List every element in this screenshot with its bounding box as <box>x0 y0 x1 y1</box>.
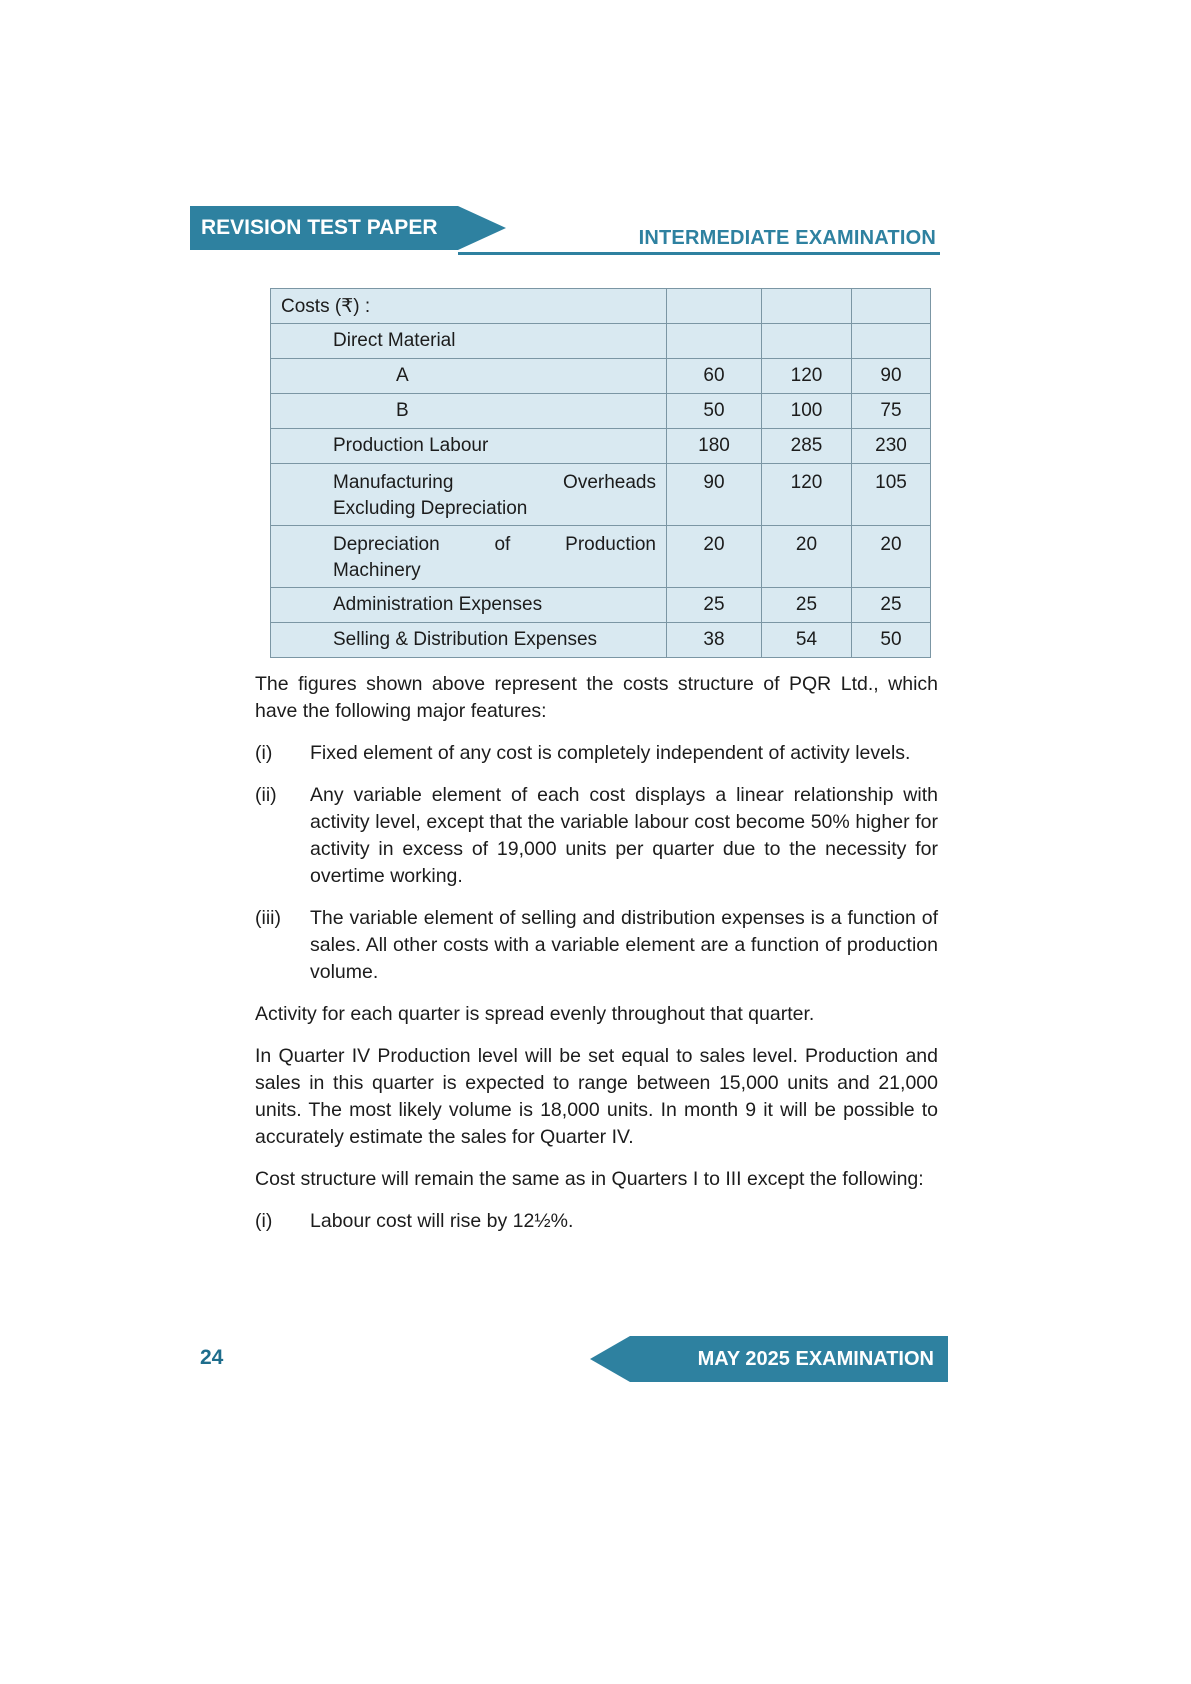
cell-value: 120 <box>762 359 852 394</box>
table-row <box>271 623 931 658</box>
row-label: Costs (₹) : <box>271 289 667 324</box>
quarter-iv-paragraph: In Quarter IV Production level will be set equal to sales level. Production and sales in this quarter is expected to range between 15,000 units and 21,000 units. The most likely volume is 18,000 units. In month 9 it will be possible to accurately estimate the sales for Quarter IV. <box>255 1045 938 1148</box>
item-marker: (ii) <box>255 784 277 806</box>
row-label <box>271 526 667 588</box>
table-row <box>271 429 931 464</box>
arrow-right-icon <box>458 206 506 250</box>
row-label-word: Depreciation <box>333 534 440 555</box>
row-label: Production Labour <box>271 429 667 464</box>
intro-paragraph: The figures shown above represent the costs structure of PQR Ltd., which have the following major features: <box>255 673 938 722</box>
table-row <box>271 289 931 324</box>
cell-value: 20 <box>762 526 852 588</box>
cost-structure-paragraph: Cost structure will remain the same as in Quarters I to III except the following: <box>255 1168 924 1190</box>
header-banner-label: REVISION TEST PAPER <box>201 216 438 239</box>
row-label-word: of <box>494 534 511 555</box>
footer-banner <box>630 1336 948 1382</box>
cell-value: 54 <box>762 623 852 658</box>
item-text: The variable element of selling and distribution expenses is a function of sales. All other costs with a variable element are a function of production volume. <box>310 907 938 983</box>
table-row <box>271 394 931 429</box>
row-label-line2: Machinery <box>333 560 421 581</box>
cell-value <box>762 289 852 324</box>
row-label: Direct Material <box>271 324 667 359</box>
arrow-left-icon <box>590 1336 630 1382</box>
cell-value: 60 <box>667 359 762 394</box>
cell-value: 38 <box>667 623 762 658</box>
cell-value: 50 <box>852 623 931 658</box>
table-row <box>271 359 931 394</box>
content-column <box>255 288 938 1235</box>
cell-value <box>852 289 931 324</box>
costs-table <box>270 288 931 658</box>
item-text: Any variable element of each cost displays a linear relationship with activity level, except that the variable labour cost become 50% higher for activity in excess of 19,000 units per quarter due to the necessity for overtime working. <box>310 784 938 887</box>
feature-item <box>255 740 938 767</box>
header-banner <box>190 206 458 250</box>
cell-value <box>667 289 762 324</box>
table-row <box>271 464 931 526</box>
cell-value: 50 <box>667 394 762 429</box>
header-rule <box>458 252 940 255</box>
cell-value: 230 <box>852 429 931 464</box>
cell-value: 20 <box>667 526 762 588</box>
feature-item <box>255 905 938 986</box>
item-marker: (iii) <box>255 907 281 929</box>
note-item <box>255 1208 938 1235</box>
cell-value: 25 <box>667 588 762 623</box>
page-number: 24 <box>200 1346 224 1369</box>
row-label-word: Overheads <box>563 472 656 493</box>
cell-value: 25 <box>762 588 852 623</box>
cell-value: 285 <box>762 429 852 464</box>
item-marker: (i) <box>255 1210 273 1232</box>
item-text: Labour cost will rise by 12½%. <box>310 1210 574 1232</box>
row-label <box>271 464 667 526</box>
table-row <box>271 526 931 588</box>
cell-value <box>852 324 931 359</box>
row-label-line2: Excluding Depreciation <box>333 498 528 519</box>
row-label: B <box>271 394 667 429</box>
table-row <box>271 324 931 359</box>
feature-item <box>255 782 938 890</box>
item-marker: (i) <box>255 742 273 764</box>
cell-value: 90 <box>667 464 762 526</box>
cell-value: 180 <box>667 429 762 464</box>
row-label-line1 <box>333 532 656 558</box>
cell-value: 90 <box>852 359 931 394</box>
cell-value: 100 <box>762 394 852 429</box>
cell-value <box>762 324 852 359</box>
row-label-word: Production <box>565 534 656 555</box>
cell-value <box>667 324 762 359</box>
row-label-word: Manufacturing <box>333 472 454 493</box>
exam-title: INTERMEDIATE EXAMINATION <box>638 227 936 249</box>
table-row <box>271 588 931 623</box>
footer-banner-label: MAY 2025 EXAMINATION <box>697 1347 934 1370</box>
row-label: Administration Expenses <box>271 588 667 623</box>
cell-value: 105 <box>852 464 931 526</box>
cell-value: 75 <box>852 394 931 429</box>
row-label: Selling & Distribution Expenses <box>271 623 667 658</box>
cell-value: 120 <box>762 464 852 526</box>
row-label: A <box>271 359 667 394</box>
cell-value: 25 <box>852 588 931 623</box>
item-text: Fixed element of any cost is completely independent of activity levels. <box>310 742 911 764</box>
activity-paragraph: Activity for each quarter is spread evenly throughout that quarter. <box>255 1003 815 1025</box>
row-label-line1 <box>333 470 656 496</box>
cell-value: 20 <box>852 526 931 588</box>
